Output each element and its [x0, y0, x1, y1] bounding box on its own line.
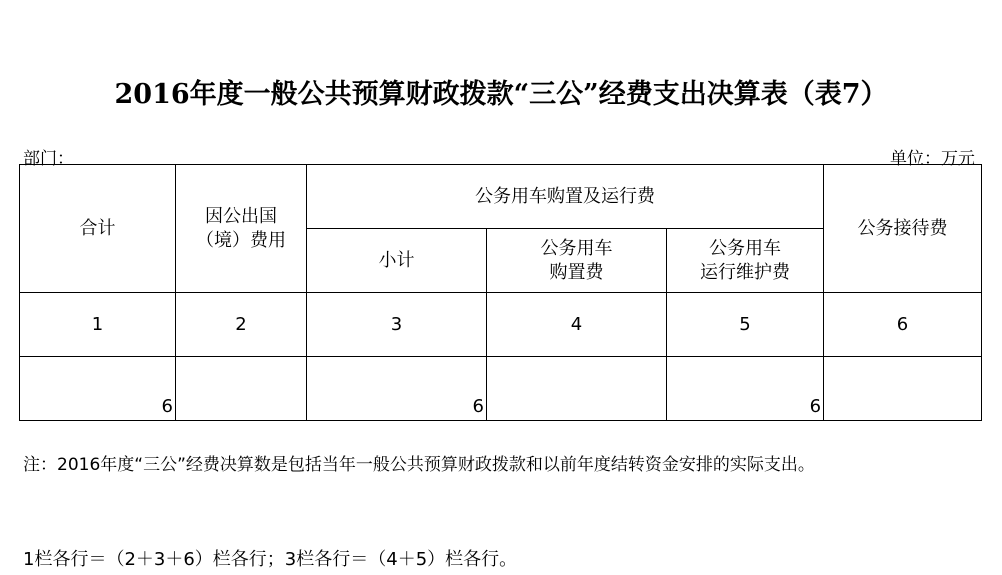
index-cell: 1 [20, 293, 176, 357]
table-data-row [20, 357, 982, 421]
header-purchase-line1: 公务用车 [540, 237, 613, 259]
header-subtotal: 小计 [307, 229, 487, 293]
department-label: 部门： [23, 149, 74, 169]
value-purchase [487, 357, 667, 421]
expense-table [19, 164, 982, 421]
table-index-row [20, 293, 982, 357]
header-reception: 公务接待费 [824, 165, 982, 293]
value-operation: 6 [667, 357, 824, 421]
index-cell: 3 [307, 293, 487, 357]
header-total: 合计 [20, 165, 176, 293]
unit-label: 单位：万元 [890, 149, 975, 169]
header-operation [667, 229, 824, 293]
index-cell: 5 [667, 293, 824, 357]
header-abroad-line1: 因公出国 [205, 206, 277, 227]
footnote: 注：2016年度“三公”经费决算数是包括当年一般公共预算财政拨款和以前年度结转资金安排的实际支出。 [23, 455, 815, 475]
value-reception [824, 357, 982, 421]
value-total: 6 [20, 357, 176, 421]
header-purchase [487, 229, 667, 293]
page-title: 2016年度一般公共预算财政拨款“三公”经费支出决算表（表7） [114, 79, 888, 110]
header-operation-line2: 运行维护费 [700, 261, 790, 283]
value-subtotal: 6 [307, 357, 487, 421]
header-abroad-line2: （境）费用 [196, 230, 286, 251]
index-cell: 2 [176, 293, 307, 357]
index-cell: 6 [824, 293, 982, 357]
header-purchase-line2: 购置费 [549, 261, 604, 283]
value-abroad [176, 357, 307, 421]
formula-note: 1栏各行＝（2＋3＋6）栏各行；3栏各行＝（4＋5）栏各行。 [23, 549, 518, 570]
header-operation-line1: 公务用车 [709, 237, 781, 259]
header-abroad [176, 165, 307, 293]
header-vehicle-group: 公务用车购置及运行费 [307, 165, 824, 229]
index-cell: 4 [487, 293, 667, 357]
table-header-row-1 [20, 165, 982, 229]
